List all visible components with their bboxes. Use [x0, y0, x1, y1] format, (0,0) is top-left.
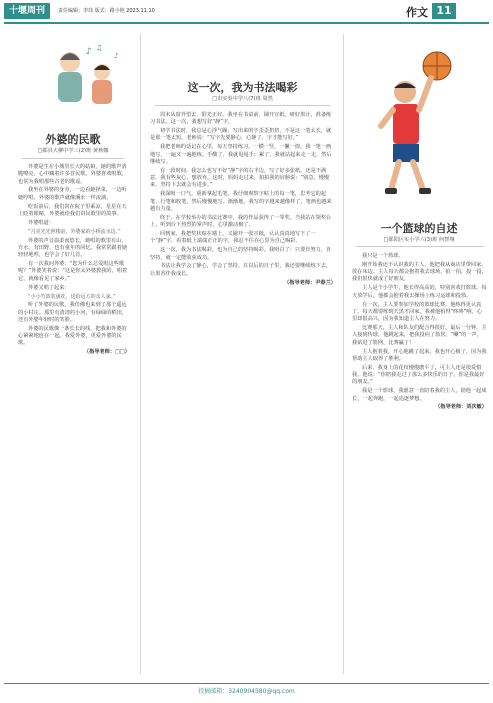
svg-text:♪: ♪ [114, 52, 119, 60]
grandmother-singing-illustration [42, 40, 128, 114]
article-title-left: 外婆的民歌 [45, 133, 101, 146]
paragraph: 我深吸一口气，重新拿起毛笔。我仔细观察字帖上的每一笔，思考它的起笔、行笔和收笔，然后慢慢地写。渐渐地，我写的字越来越像样了，笔画也越来越有力量。 [150, 191, 332, 212]
paragraph: 后来，我身上的花纹慢慢磨平了，可主人还是很爱惜我。他说：“你陪我走过了那么多快乐的日子，你是我最好的朋友。” [352, 364, 485, 386]
song-lyric: “小小竹篮装满花，送给远方的亲人家。” [28, 293, 116, 300]
song-lyric: “月亮光光照楼前，外婆家的小桥流水边。” [28, 228, 121, 235]
paragraph: 吃饭前后，我们常在院子里乘凉，星星在天上眨着眼睛，外婆就给我们讲民歌里的故事。 [18, 203, 127, 217]
masthead [0, 0, 493, 22]
paragraph: 书法让我学会了静心，学会了坚持。在以后的日子里，我还要继续练下去，让墨香伴我成长。 [150, 263, 332, 277]
article-title-middle: 这一次，我为书法喝彩 [187, 81, 298, 94]
footer-rule [4, 683, 489, 684]
article-author-left: □郧县大柳中学三(2)班 黄秋娜 [37, 148, 109, 154]
header-rule [4, 22, 489, 24]
paragraph: 外婆是生在小城里长大的姑娘，她的歌声清脆嘹亮，心中藏着许多首民歌。外婆喜欢唱歌，也常为我唱那些古老的歌谣。 [18, 164, 127, 185]
column-divider [343, 34, 344, 674]
divider [356, 246, 484, 247]
newspaper-logo: 十堰周刊 [4, 3, 50, 19]
paragraph: 我坐在外婆的身旁，一边看她择菜，一边听她哼唱，外婆的歌声就像溪水一样流淌。 [18, 187, 127, 201]
page-number: 11 [432, 3, 456, 19]
paragraph: 初学书法时，我总是心浮气躁，写出来的字歪歪扭扭，不是这一笔太长，就是那一笔太短。老师说：“写字先要静心，心静了，字才能写好。” [150, 128, 332, 142]
svg-text:♪: ♪ [86, 47, 92, 57]
paragraph: 我只是一个篮球。 [362, 253, 404, 259]
paragraph: 回到家，我把奖状贴在墙上，又铺开一张宣纸，认认真真地写下了一个“静”字。看着纸上端端正正的字，我忍不住在心里为自己喝彩。 [150, 231, 316, 245]
paragraph: 这一次，我为书法喝彩，也为自己的坚持喝彩。我明白了：只要肯努力，肯坚持，就一定能收获成功。 [150, 247, 332, 261]
section-title: 作文 [406, 6, 428, 19]
paragraph: 刚开始我还不认识我的主人，他把我从商店里带回家，放在床边。主人每天都会抱着我去球场，拍一拍，投一投，我们很快就成了好朋友。 [352, 261, 487, 283]
paragraph: 外婆的声音温柔而悠长，她唱的歌里有山、有水、有田野，也有童年的回忆。我常常跟着她轻轻地哼，也学会了好几首。 [18, 237, 127, 259]
paragraph: 周末从窗外望去，阳光正好。我坐在书桌前，铺开宣纸，研好墨汁，准备练习书法。这一次，我想写好“静”字。 [150, 112, 332, 126]
paragraph: 外婆唱道： [28, 219, 54, 226]
paragraph: 有一次，主人要参加学校的篮球比赛。他练得更认真了，每天都要练到天黑才回家。我被他拍得“咚咚”响，心里却很高兴，因为我知道主人在努力。 [352, 301, 482, 323]
basketball-player-illustration [365, 44, 475, 204]
paragraph: 外婆的民歌像一条长长的线，把我和外婆的心紧紧地连在一起。我爱外婆，更爱外婆的民歌。 [18, 325, 127, 347]
article-author-right: □郧阳区实小学六(3)班 何智翔 [383, 237, 455, 243]
submission-email: 投稿邮箱：3240904580@qq.com [198, 688, 295, 695]
paragraph: 终于，在学校举办的书法比赛中，我的作品获得了一等奖。当我站在领奖台上，听到台下热烈的掌声时，心里激动极了。 [150, 214, 332, 229]
paragraph: 有一次我问外婆：“您为什么总爱唱这些歌呢？”外婆笑着说：“这是你太外婆教我的，唱着它，就像看见了家乡。” [18, 261, 128, 282]
divider [155, 105, 330, 106]
paragraph: 听了外婆的民歌，我仿佛也来到了那个遥远的小村庄。那里有清清的小河，有绿绿的稻田，还有外婆年轻时的笑脸。 [18, 302, 127, 323]
column-divider [140, 34, 141, 674]
paragraph: 比赛那天，主人和队友们配合得很好。最后一分钟，主人接到传球，他跳起来，把我投向了篮筐。“唰”的一声，我钻进了篮网，比赛赢了！ [352, 325, 487, 346]
article-body-right [352, 253, 487, 412]
editor-credits: 责任编辑：李玮 版式：路小艳 2023.11.10 [58, 8, 155, 14]
article-body-left [18, 164, 130, 357]
article-author-middle: □市实验中学八(7)班 周然 [212, 96, 273, 102]
paragraph: 主人是个小学生，他长得高高的，特别喜欢打篮球。每天放学后，他都会抱着我去操场上练习运球和投篮。 [352, 285, 487, 299]
teacher-credit: （指导老师：刘次敏） [435, 404, 487, 411]
paragraph: 我是一个篮球，我愿意一直陪着我的主人，陪他一起成长，一起奔跑，一起追逐梦想。 [352, 388, 487, 402]
teacher-credit: （指导老师：□□） [83, 349, 130, 356]
paragraph: 我把老师的话记在心里，每天坚持练习。一横一竖，一撇一捺，我一笔一画地写，一遍又一遍地练。手酸了，我就甩甩手；累了，我就站起来走一走，然后继续写。 [150, 144, 332, 165]
divider [22, 158, 124, 159]
article-body-middle [150, 112, 336, 287]
svg-text:♫: ♫ [96, 44, 103, 52]
article-title-right: 一个篮球的自述 [380, 222, 458, 235]
paragraph: 主人抱着我，开心地跳了起来。我也开心极了，因为我帮助主人取得了胜利。 [352, 348, 487, 362]
teacher-credit: （指导老师：尹春兰） [284, 279, 336, 286]
paragraph: 有一段时间，我怎么也写不好“静”字的右半边，写了好多张纸，还是不满意。我有些灰心，想放弃。这时，妈妈走过来，拍拍我的肩膀说：“别急，慢慢来，坚持下去就会有进步。” [150, 167, 330, 189]
paragraph: 外婆又唱了起来： [28, 284, 70, 291]
